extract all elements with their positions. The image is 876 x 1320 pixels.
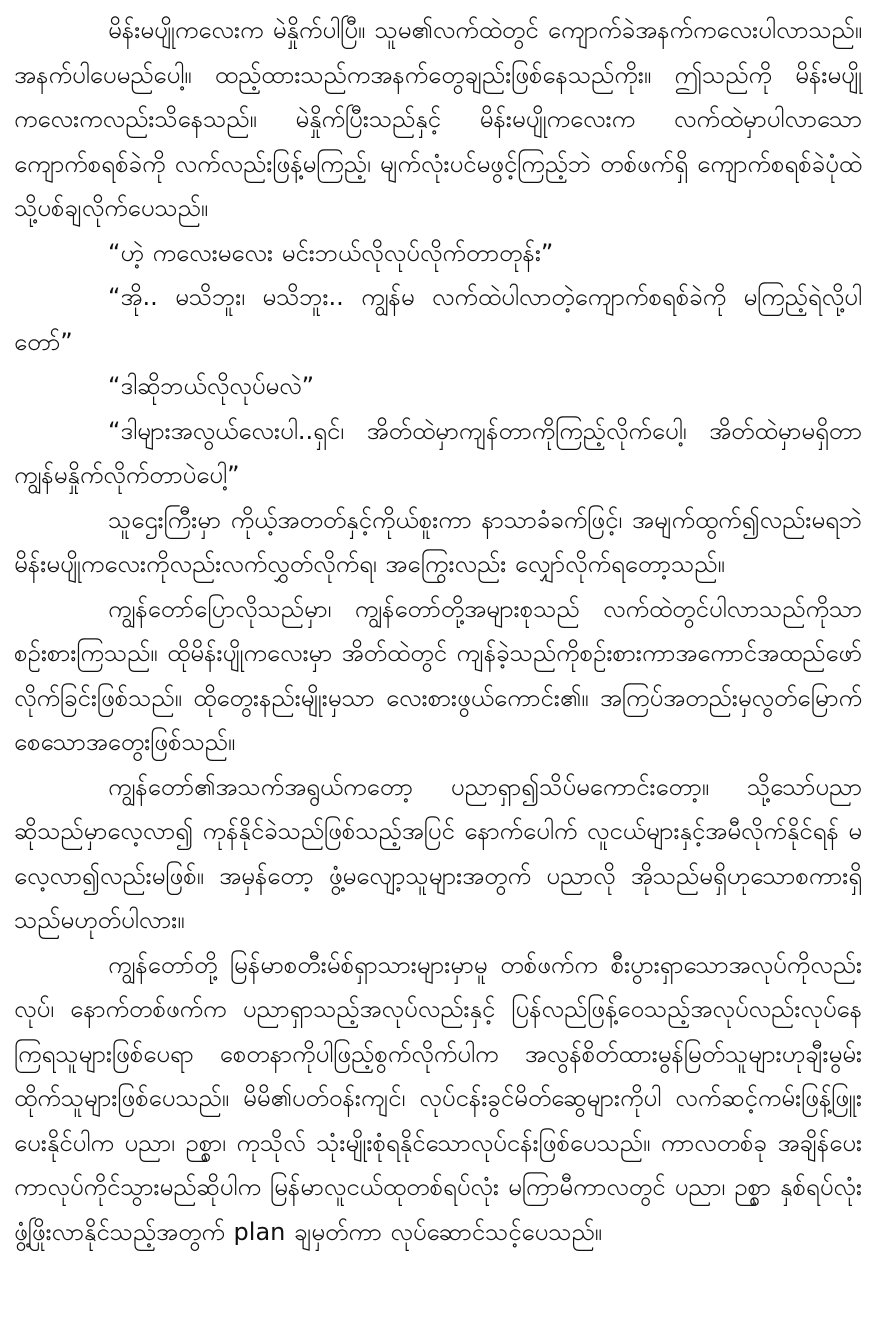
- paragraph-merchant-outcome: သူဌေးကြီးမှာ ကိုယ့်အတတ်နှင့်ကိုယ်စူးကာ နာသာခံခက်ဖြင့်၊ အမျက်ထွက်၍လည်းမရဘဲ မိန်းမပျိုကလေးကိုလည်းလက်လွှတ်လိုက်ရ၊ အကြွေးလည်း လျှော်လိုက်ရတော့သည်။: [14, 505, 862, 578]
- paragraph-myanmar-steemians: ကျွန်တော်တို့ မြန်မာစတီးမ်စ်ရှာသားများမှာမူ တစ်ဖက်က စီးပွားရှာသောအလုပ်ကိုလည်းလုပ်၊ နောက်တစ်ဖက်က ပညာရှာသည့်အလုပ်လည်းနှင့် ပြန်လည်ဖြန့်ဝေသည့်အလုပ်လည်းလုပ်နေကြရသူများဖြစ်ပေရာ စေတနာကိုပါဖြည့်စွက်လိုက်ပါက အလွန်စိတ်ထားမွန်မြတ်သူများဟုချီးမွမ်းထိုက်သူများဖြစ်ပေသည်။ မိမိ၏ပတ်ဝန်းကျင်၊ လုပ်ငန်းခွင်မိတ်ဆွေများကိုပါ လက်ဆင့်ကမ်းဖြန့်ဖြူးပေးနိုင်ပါက ပညာ၊ ဉစ္စာ၊ ကုသိုလ် သုံးမျိုးစုံရနိုင်သောလုပ်ငန်းဖြစ်ပေသည်။ ကာလတစ်ခု အချိန်ပေးကာလုပ်ကိုင်သွားမည်ဆိုပါက မြန်မာလူငယ်ထုတစ်ရပ်လုံး မကြာမီကာလတွင် ပညာ၊ ဉစ္စာ နှစ်ရပ်လုံးဖွံ့ဖြိုးလာနိုင်သည့်အတွက် plan ချမှတ်ကာ လုပ်ဆောင်သင့်ပေသည်။: [14, 950, 862, 1246]
- dialog-line-girl-solution: “ဒါများအလွယ်လေးပါ..ရှင်၊ အိတ်ထဲမှာကျန်တာကိုကြည့်လိုက်ပေါ့၊ အိတ်ထဲမှာမရှိတာ ကျွန်မနှိုက်လိုက်တာပဲပေါ့”: [14, 416, 862, 489]
- dialog-line-merchant-question: “ဟဲ့ ကလေးမလေး မင်းဘယ်လိုလုပ်လိုက်တာတုန်း”: [108, 238, 554, 267]
- dialog-line-girl-reply: “အို.. မသိဘူး၊ မသိဘူး.. ကျွန်မ လက်ထဲပါလာတဲ့ကျောက်စရစ်ခဲကို မကြည့်ရဲလို့ပါတော်”: [14, 283, 862, 356]
- paragraph-learning: ကျွန်တော်၏အသက်အရွယ်ကတော့ ပညာရှာ၍သိပ်မကောင်းတော့။ သို့သော်ပညာဆိုသည်မှာလေ့လာ၍ ကုန်နိုင်ခဲသည်ဖြစ်သည့်အပြင် နောက်ပေါက် လူငယ်များနှင့်အမီလိုက်နိုင်ရန် မလေ့လာ၍လည်းမဖြစ်။ အမှန်တော့ ဖွံ့မလျော့သူများအတွက် ပညာလို အိုသည်မရှိဟုသောစကားရှိသည်မဟုတ်ပါလား။: [14, 772, 862, 934]
- dialog-line-merchant-what-now: “ဒါဆိုဘယ်လိုလုပ်မလဲ”: [108, 372, 315, 400]
- paragraph-lesson: ကျွန်တော်ပြောလိုသည်မှာ၊ ကျွန်တော်တို့အများစုသည် လက်ထဲတွင်ပါလာသည်ကိုသာစဉ်းစားကြသည်။ ထိုမိန်းပျိုကလေးမှာ အိတ်ထဲတွင် ကျန်ခဲ့သည်ကိုစဉ်းစားကာအကောင်အထည်ဖော်လိုက်ခြင်းဖြစ်သည်။ ထိုတွေးနည်းမျိုးမှသာ လေးစားဖွယ်ကောင်း၏။ အကြပ်အတည်းမှလွတ်မြောက်စေသောအတွေးဖြစ်သည်။: [14, 594, 862, 756]
- paragraph-lottery-draw: မိန်းမပျိုကလေးက မဲနှိုက်ပါပြီ။ သူမ၏လက်ထဲတွင် ကျောက်ခဲအနက်ကလေးပါလာသည်။ အနက်ပါပေမည်ပေါ့။ ထည့်ထားသည်ကအနက်တွေချည်းဖြစ်နေသည်ကိုး။ ဤသည်ကို မိန်းမပျိုကလေးကလည်းသိနေသည်။ မဲနှိုက်ပြီးသည်နှင့် မိန်းမပျိုကလေးက လက်ထဲမှာပါလာသော ကျောက်စရစ်ခဲကို လက်လည်းဖြန့်မကြည့်၊ မျက်လုံးပင်မဖွင့်ကြည့်ဘဲ တစ်ဖက်ရှိ ကျောက်စရစ်ခဲပုံထဲသို့ပစ်ချလိုက်ပေသည်။: [14, 16, 862, 222]
